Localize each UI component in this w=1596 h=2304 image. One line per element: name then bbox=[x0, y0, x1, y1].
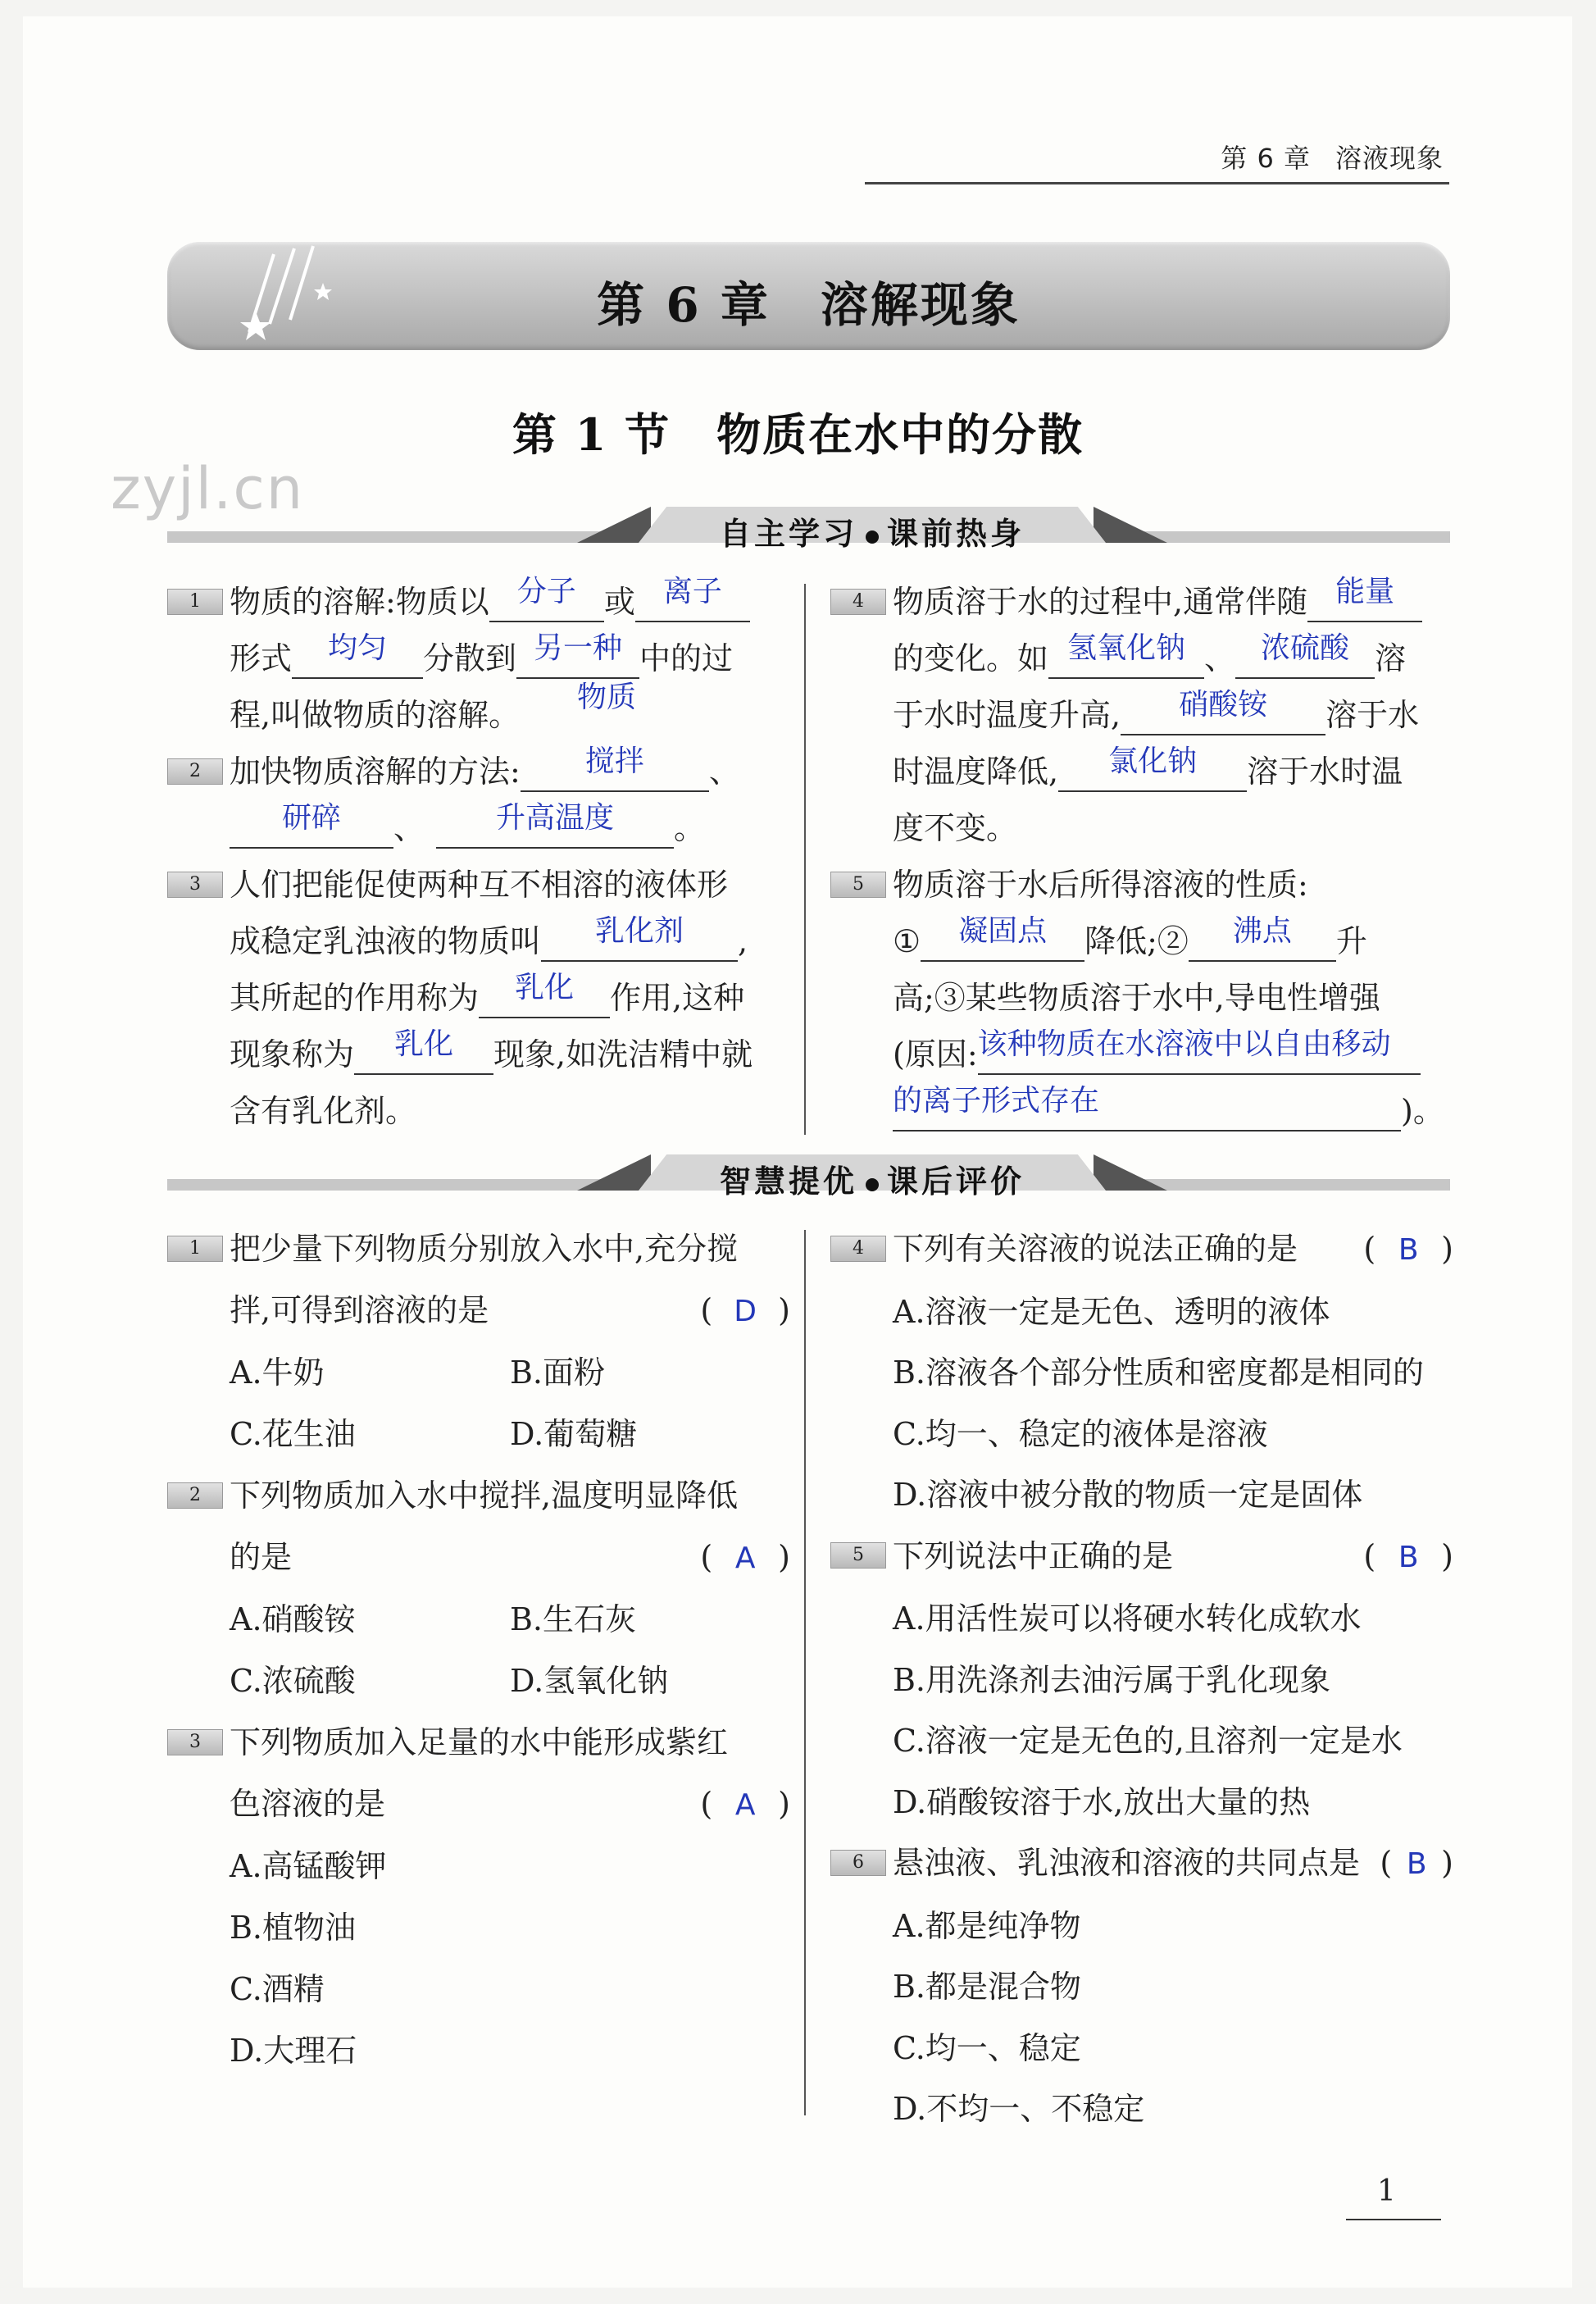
answer: 升高温度 bbox=[496, 801, 615, 835]
page-number: 1 bbox=[1377, 2174, 1396, 2208]
chapter-banner bbox=[167, 242, 1450, 350]
answer: 均匀 bbox=[328, 631, 388, 665]
answer: 氯化钠 bbox=[1108, 744, 1198, 778]
answer: A bbox=[734, 1541, 756, 1575]
pre-left-column: 1 物质的溶解:物质以 分子 或 离子 形式 均匀 分散到 另一种 中的过 程,叫做物质的溶解。 物质 2 加快物质溶解的方法: 搅拌 、 研碎 、 升高温度 。 3 人们把能促使两种互不相溶的液体形 成稳定乳浊液的物质叫 乳化剂 , 其所起的作用称为 乳化 作用,这种 现象称为 乳化 现象,如洗洁精中就 含有乳化剂。 bbox=[167, 574, 790, 1140]
header-title: 溶液现象 bbox=[1335, 143, 1444, 174]
post-q3: 3 下列物质加入足量的水中能形成紫红 色溶液的是 ( A ) A.高锰酸钾 B.植物油 C.酒精 D.大理石 bbox=[167, 1712, 790, 2082]
option: D.大理石 bbox=[230, 2033, 357, 2069]
option: A.都是纯净物 bbox=[893, 1907, 1081, 1944]
pre-q5: 5 物质溶于水后所得溶液的性质: bbox=[830, 857, 1453, 913]
pre-q4: 4 物质溶于水的过程中,通常伴随 能量 bbox=[830, 574, 1453, 631]
post-class-band bbox=[167, 1154, 1450, 1200]
answer: 的离子形式存在 bbox=[893, 1084, 1100, 1118]
answer: 沸点 bbox=[1232, 914, 1292, 948]
answer: 搅拌 bbox=[584, 744, 644, 778]
answer: B bbox=[1406, 1847, 1427, 1881]
option: A.硝酸铵 bbox=[230, 1601, 356, 1637]
post-left-column bbox=[167, 1218, 790, 2082]
post-q4: 4 下列有关溶液的说法正确的是 ( B ) A.溶液一定是无色、透明的液体 B.溶液各个部分性质和密度都是相同的 C.均一、稳定的液体是溶液 D.溶液中被分散的物质一定是固体 bbox=[830, 1218, 1453, 1526]
watermark: zyjl.cn bbox=[111, 455, 305, 522]
answer: B bbox=[1398, 1540, 1419, 1574]
option: D.溶液中被分散的物质一定是固体 bbox=[893, 1477, 1363, 1513]
answer: 分子 bbox=[516, 575, 576, 608]
band-post-left: 智慧提优 bbox=[719, 1163, 857, 1200]
answer: 硝酸铵 bbox=[1179, 688, 1268, 722]
option: B.植物油 bbox=[230, 1910, 357, 1946]
pre-q2: 2 加快物质溶解的方法: 搅拌 、 bbox=[167, 744, 790, 800]
pre-q3: 3 人们把能促使两种互不相溶的液体形 bbox=[167, 857, 790, 913]
option: C.浓硫酸 bbox=[230, 1663, 356, 1699]
chapter-title: 第 6 章 溶解现象 bbox=[597, 277, 1021, 333]
option: D.氢氧化钠 bbox=[510, 1663, 669, 1699]
answer: 物质 bbox=[577, 681, 637, 714]
band-pre-right: 课前热身 bbox=[887, 515, 1025, 552]
option: B.用洗涤剂去油污属于乳化现象 bbox=[893, 1661, 1331, 1698]
post-q5: 5 下列说法中正确的是 ( B ) A.用活性炭可以将硬水转化成软水 B.用洗涤剂去油污属于乳化现象 C.溶液一定是无色的,且溶剂一定是水 D.硝酸铵溶于水,放出大量的热 bbox=[830, 1526, 1453, 1833]
band-post-right: 课后评价 bbox=[887, 1163, 1025, 1200]
answer: 该种物质在水溶液中以自由移动 bbox=[977, 1027, 1391, 1061]
running-header bbox=[1221, 138, 1444, 175]
post-right-column bbox=[830, 1218, 1453, 2140]
option: D.不均一、不稳定 bbox=[893, 2091, 1145, 2127]
answer: 离子 bbox=[662, 575, 722, 608]
answer: D bbox=[734, 1295, 757, 1328]
option: A.牛奶 bbox=[230, 1355, 325, 1391]
column-divider bbox=[804, 584, 806, 1135]
option: A.溶液一定是无色、透明的液体 bbox=[893, 1293, 1330, 1330]
option: A.高锰酸钾 bbox=[230, 1848, 387, 1884]
answer: 另一种 bbox=[534, 631, 623, 665]
page-number-rule bbox=[1346, 2219, 1441, 2220]
answer: 研碎 bbox=[281, 801, 341, 835]
answer: 凝固点 bbox=[958, 914, 1048, 948]
option: B.生石灰 bbox=[510, 1601, 637, 1637]
option: C.酒精 bbox=[230, 1971, 325, 2007]
answer: B bbox=[1398, 1233, 1419, 1267]
answer: 氢氧化钠 bbox=[1067, 631, 1186, 665]
header-rule bbox=[865, 182, 1449, 184]
option: B.面粉 bbox=[510, 1355, 606, 1391]
band-pre-left: 自主学习 bbox=[719, 515, 857, 552]
answer: 能量 bbox=[1335, 575, 1395, 608]
option: B.溶液各个部分性质和密度都是相同的 bbox=[893, 1355, 1425, 1391]
pre-right-column: 4 物质溶于水的过程中,通常伴随 能量 的变化。如 氢氧化钠 、 浓硫酸 溶 于水时温度升高, 硝酸铵 溶于水 时温度降低, 氯化钠 溶于水时温 度不变。 5 物质溶于水后所得溶液的性质: ① 凝固点 降低;② 沸点 升 高;③某些物质溶于水中,导电性增强 (原因:该种物质在水溶液中以自由移动 的离子形式存在 )。 bbox=[830, 574, 1453, 1140]
option: C.均一、稳定的液体是溶液 bbox=[893, 1415, 1268, 1452]
option: C.花生油 bbox=[230, 1416, 356, 1452]
option: A.用活性炭可以将硬水转化成软水 bbox=[893, 1601, 1362, 1637]
option: D.硝酸铵溶于水,放出大量的热 bbox=[893, 1783, 1311, 1820]
answer: 乳化 bbox=[515, 971, 575, 1004]
answer: 乳化 bbox=[394, 1027, 454, 1061]
option: C.均一、稳定 bbox=[893, 2029, 1081, 2066]
answer: A bbox=[734, 1788, 756, 1822]
answer: 乳化剂 bbox=[595, 914, 684, 948]
pre-class-band bbox=[167, 507, 1450, 553]
answer: 浓硫酸 bbox=[1261, 631, 1350, 665]
option: C.溶液一定是无色的,且溶剂一定是水 bbox=[893, 1723, 1403, 1759]
option: B.都是混合物 bbox=[893, 1969, 1082, 2005]
post-q1: 1 把少量下列物质分别放入水中,充分搅 拌,可得到溶液的是 ( D ) A.牛奶 B.面粉 C.花生油 D.葡萄糖 bbox=[167, 1218, 790, 1465]
post-q6: 6 悬浊液、乳浊液和溶液的共同点是 ( B ) A.都是纯净物 B.都是混合物 C.均一、稳定 D.不均一、不稳定 bbox=[830, 1833, 1453, 2140]
section-title: 第 1 节 物质在水中的分散 bbox=[512, 408, 1084, 461]
header-chapter: 第 6 章 bbox=[1221, 143, 1311, 174]
pre-q1: 1 物质的溶解:物质以 分子 或 离子 bbox=[167, 574, 790, 631]
column-divider bbox=[804, 1230, 806, 2115]
post-q2: 2 下列物质加入水中搅拌,温度明显降低 的是 ( A ) A.硝酸铵 B.生石灰 C.浓硫酸 D.氢氧化钠 bbox=[167, 1465, 790, 1712]
option: D.葡萄糖 bbox=[510, 1416, 638, 1452]
